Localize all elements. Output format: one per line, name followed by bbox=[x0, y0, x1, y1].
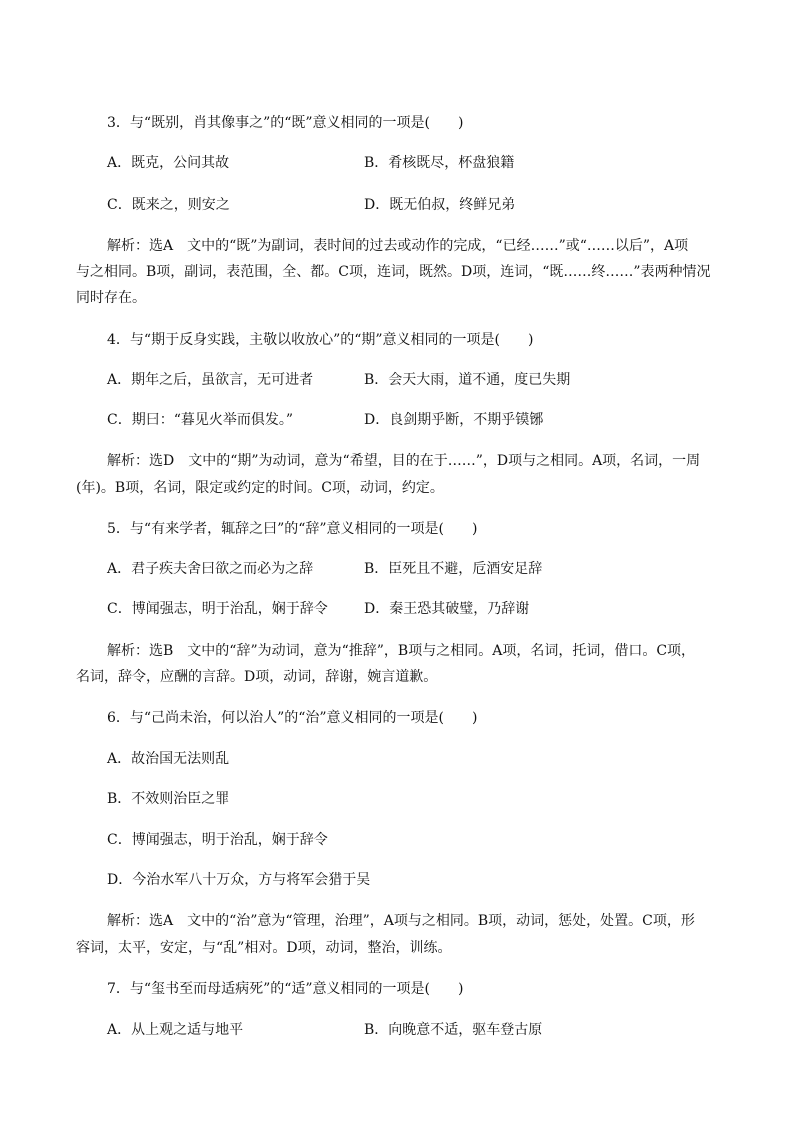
question-7-option-b: B．向晚意不适，驱车登古原 bbox=[364, 1022, 543, 1038]
question-5-stem: 5．与“有来学者，辄辞之曰”的“辞”意义相同的一项是( ) bbox=[107, 521, 478, 537]
question-6-analysis-line-1: 解析：选A 文中的“治”意为“管理，治理”，A项与之相同。B项，动词，惩处，处置。C项，形 bbox=[107, 913, 695, 929]
question-3-analysis-line-1: 解析：选A 文中的“既”为副词，表时间的过去或动作的完成，“已经……”或“……以后”，A项 bbox=[107, 238, 689, 254]
question-4-option-b: B．会天大雨，道不通，度已失期 bbox=[364, 372, 571, 388]
question-6-option-c: C．博闻强志，明于治乱，娴于辞令 bbox=[107, 832, 328, 848]
question-7-option-a: A．从上观之适与地平 bbox=[107, 1022, 244, 1038]
question-4-option-a: A．期年之后，虽欲言，无可进者 bbox=[107, 372, 314, 388]
question-4-stem: 4．与“期于反身实践，主敬以收放心”的“期”意义相同的一项是( ) bbox=[107, 332, 534, 348]
question-5-option-d: D．秦王恐其破璧，乃辞谢 bbox=[364, 601, 530, 617]
question-3-option-d: D．既无伯叔，终鲜兄弟 bbox=[364, 197, 516, 213]
question-4-option-c: C．期曰：“暮见火举而俱发。” bbox=[107, 412, 294, 428]
question-3-option-b: B．肴核既尽，杯盘狼籍 bbox=[364, 155, 515, 171]
question-7-stem: 7．与“玺书至而母适病死”的“适”意义相同的一项是( ) bbox=[107, 981, 464, 997]
question-3-analysis-line-2: 与之相同。B项，副词，表范围，全、都。C项，连词，既然。D项，连词，“既……终……”表两种情况 bbox=[76, 264, 711, 280]
question-3-analysis-line-3: 同时存在。 bbox=[76, 290, 146, 306]
question-4-analysis-line-1: 解析：选D 文中的“期”为动词，意为“希望，目的在于……”，D项与之相同。A项，名词，一周 bbox=[107, 453, 701, 469]
question-3-stem: 3．与“既别，肖其像事之”的“既”意义相同的一项是( ) bbox=[107, 115, 464, 131]
question-5-option-c: C．博闻强志，明于治乱，娴于辞令 bbox=[107, 601, 328, 617]
question-6-analysis-line-2: 容词，太平，安定，与“乱”相对。D项，动词，整治，训练。 bbox=[76, 940, 452, 956]
question-6-option-d: D．今治水军八十万众，方与将军会猎于吴 bbox=[107, 872, 371, 888]
question-5-option-b: B．臣死且不避，卮酒安足辞 bbox=[364, 561, 543, 577]
question-6-option-a: A．故治国无法则乱 bbox=[107, 751, 230, 767]
question-5-analysis-line-2: 名词，辞令，应酬的言辞。D项，动词，辞谢，婉言道歉。 bbox=[76, 669, 438, 685]
question-4-option-d: D．良剑期乎断，不期乎镆铘 bbox=[364, 412, 544, 428]
question-6-stem: 6．与“己尚未治，何以治人”的“治”意义相同的一项是( ) bbox=[107, 710, 478, 726]
question-6-option-b: B．不效则治臣之罪 bbox=[107, 791, 230, 807]
question-3-option-a: A．既克，公问其故 bbox=[107, 155, 230, 171]
question-5-option-a: A．君子疾夫舍曰欲之而必为之辞 bbox=[107, 561, 314, 577]
question-3-option-c: C．既来之，则安之 bbox=[107, 197, 230, 213]
question-5-analysis-line-1: 解析：选B 文中的“辞”为动词，意为“推辞”，B项与之相同。A项，名词，托词，借口。C项， bbox=[107, 643, 696, 659]
question-4-analysis-line-2: (年)。B项，名词，限定或约定的时间。C项，动词，约定。 bbox=[76, 480, 444, 496]
